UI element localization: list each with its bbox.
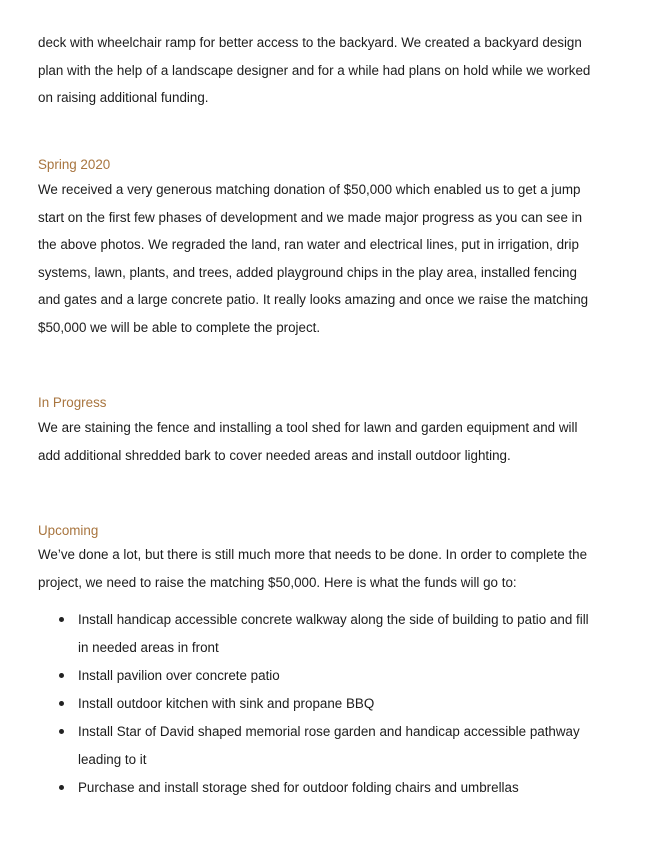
progress-line-2: add additional shredded bark to cover needed areas and install outdoor lighting. (38, 447, 511, 463)
in-progress-heading: In Progress (38, 395, 107, 410)
bullet-icon (59, 617, 64, 622)
intro-line-2: plan with the help of a landscape designer and for a while had plans on hold while we worked (38, 62, 591, 78)
in-progress-paragraph (38, 414, 577, 469)
spring-line-3: the above photos. We regraded the land, ran water and electrical lines, put in irrigation, drip (38, 237, 579, 253)
bullet-icon (59, 701, 64, 706)
list-item (38, 690, 628, 718)
intro-paragraph (38, 29, 590, 112)
bullet-icon (59, 729, 64, 734)
spring-2020-heading: Spring 2020 (38, 157, 111, 172)
upcoming-heading: Upcoming (38, 523, 99, 538)
list-item-text: Purchase and install storage shed for outdoor folding chairs and umbrellas (78, 780, 519, 795)
list-item (38, 718, 628, 774)
list-item-text: leading to it (78, 752, 147, 767)
list-item (38, 774, 628, 802)
list-item-text: Install pavilion over concrete patio (78, 668, 280, 683)
list-item (38, 662, 628, 690)
list-item-text: Install handicap accessible concrete walkway along the side of building to patio and fill (78, 612, 589, 627)
intro-line-1: deck with wheelchair ramp for better access to the backyard. We created a backyard design (38, 35, 582, 50)
upcoming-line-2: project, we need to raise the matching $50,000. Here is what the funds will go to: (38, 574, 517, 590)
list-item-text: in needed areas in front (78, 640, 219, 655)
bullet-icon (59, 785, 64, 790)
list-item-text: Install Star of David shaped memorial rose garden and handicap accessible pathway (78, 724, 580, 739)
intro-line-3: on raising additional funding. (38, 90, 209, 106)
spring-line-5: and gates and a large concrete patio. It really looks amazing and once we raise the matching (38, 292, 589, 308)
upcoming-paragraph (38, 541, 587, 596)
list-item (38, 606, 628, 662)
spring-line-6: $50,000 we will be able to complete the project. (38, 319, 321, 335)
bullet-icon (59, 673, 64, 678)
spring-2020-paragraph (38, 176, 588, 342)
upcoming-line-1: We’ve done a lot, but there is still much more that needs to be done. In order to complete the (38, 547, 588, 562)
spring-line-1: We received a very generous matching donation of $50,000 which enabled us to get a jump (38, 182, 581, 197)
spring-line-4: systems, lawn, plants, and trees, added playground chips in the play area, installed fencing (38, 264, 577, 280)
progress-line-1: We are staining the fence and installing a tool shed for lawn and garden equipment and will (38, 420, 578, 435)
funds-list (38, 606, 628, 802)
spring-line-2: start on the first few phases of development and we made major progress as you can see in (38, 209, 583, 225)
list-item-text: Install outdoor kitchen with sink and propane BBQ (78, 696, 375, 711)
